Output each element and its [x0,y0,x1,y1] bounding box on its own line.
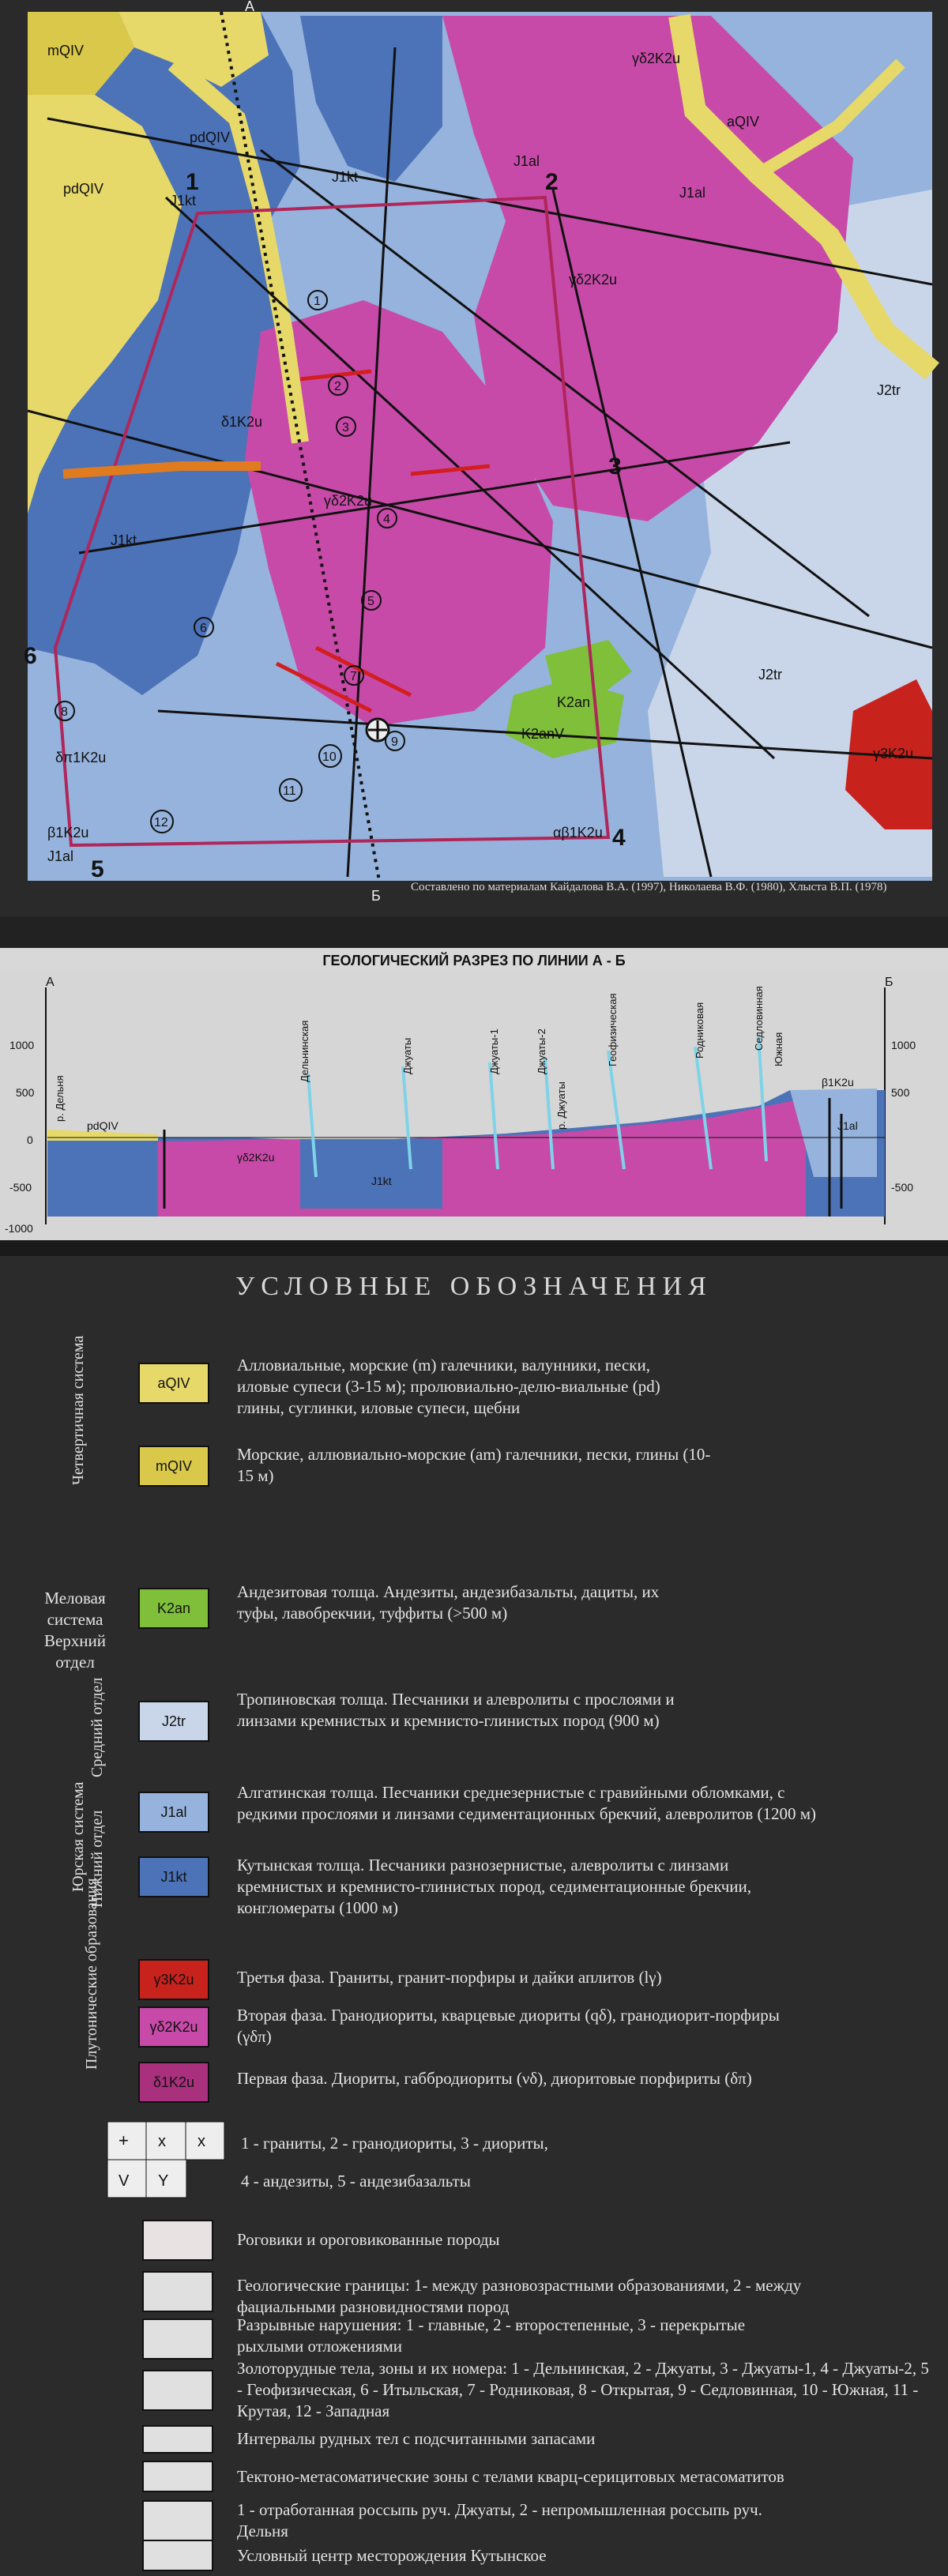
center-icon [142,2540,213,2571]
svg-text:Родниковая: Родниковая [694,1002,705,1059]
svg-text:11: 11 [283,784,296,798]
svg-text:x: x [198,2133,205,2150]
corner-point-label: 3 [608,453,622,479]
legend-text: 1 - граниты, 2 - гранодиориты, 3 - диориты, [241,2134,548,2153]
legend-text: Роговики и ороговикованные породы [237,2230,500,2249]
swatch-J1al: J1al [138,1792,209,1833]
svg-text:-500: -500 [9,1181,32,1194]
svg-text:Джуаты-1: Джуаты-1 [488,1029,500,1074]
fault-icon [142,2318,213,2360]
corner-point-label: 1 [186,169,199,195]
interval-icon [142,2425,213,2454]
map-label: J2tr [877,382,901,398]
swatch-K2an: K2an [138,1588,209,1629]
svg-text:Y: Y [158,2172,169,2190]
boundary-icon [142,2271,213,2312]
svg-text:2: 2 [334,380,341,393]
swatch-J1kt: J1kt [138,1856,209,1897]
section-left-end: А [46,976,55,989]
svg-text:6: 6 [200,622,207,635]
legend-text: 1 - отработанная россыпь руч. Джуаты, 2 - непромышленная россыпь руч. Дельня [237,2500,762,2540]
legend-text: Тектоно-метасоматические зоны с телами кварц-серицитовых метасоматитов [237,2467,784,2486]
ore-body-icon [142,2370,213,2411]
svg-text:9: 9 [391,735,398,749]
group-quaternary: Четвертичная система [70,1335,87,1485]
section-end-label: Б [371,888,381,904]
svg-text:Геофизическая: Геофизическая [607,993,619,1066]
map-label: J1al [679,185,706,201]
svg-text:500: 500 [16,1086,35,1099]
legend-text: Третья фаза. Граниты, гранит-порфиры и дайки аплитов (lγ) [237,1968,662,1987]
svg-text:V: V [118,2172,130,2190]
svg-text:+: + [118,2130,129,2150]
svg-text:1000: 1000 [9,1039,35,1051]
swatch-J2tr: J2tr [138,1701,209,1742]
svg-text:Дельнинская: Дельнинская [299,1020,310,1082]
map-label: J2tr [758,667,783,683]
map-label: J1kt [170,193,197,209]
cross-section [0,916,948,1240]
map-label: mQIV [47,43,85,58]
legend-text: Геологические границы: 1- между разновозрастными образованиями, 2 - между фациальными разновидностями пород [237,2276,802,2316]
map-label: aQIV [727,114,760,130]
group-jurassic-mid: Средний отдел [88,1677,106,1777]
legend-text: Алгатинская толща. Песчаники среднезернистые с гравийными обломками, с редкими прослоями и линзами седиментационных брекчий, алевролитов (1200 м) [237,1783,817,1823]
section-canvas [0,972,948,1240]
section-label: pdQIV [87,1119,118,1132]
legend-text: Морские, аллювиально-морские (am) галечники, пески, глины (10-15 м) [237,1445,711,1485]
map-label: J1al [514,153,540,169]
svg-text:7: 7 [350,670,357,683]
section-label: β1K2u [822,1076,854,1089]
legend-text: Условный центр месторождения Кутынское [237,2546,547,2565]
legend-title: УСЛОВНЫЕ ОБОЗНАЧЕНИЯ [235,1272,713,1301]
corner-point-label: 6 [24,643,37,669]
svg-text:10: 10 [322,750,337,764]
map-label: γδ2K2u [632,51,681,66]
section-label: J1kt [371,1175,392,1187]
section-label: γδ2K2u [237,1151,275,1164]
svg-text:Джуаты: Джуаты [401,1037,413,1074]
group-jurassic-low: Нижний отдел [88,1810,106,1908]
corner-point-label: 2 [545,169,559,195]
section-title: ГЕОЛОГИЧЕСКИЙ РАЗРЕЗ ПО ЛИНИИ А - Б [0,948,948,974]
legend-text: Первая фаза. Диориты, габбродиориты (νδ), диоритовые порфириты (δπ) [237,2069,752,2088]
legend-text: Андезитовая толща. Андезиты, андезибазальты, дациты, их туфы, лавобрекчии, туффиты (>500 м) [237,1582,660,1623]
svg-text:8: 8 [61,705,68,719]
swatch-mQ: mQIV [138,1446,209,1487]
svg-text:р. Дельня: р. Дельня [54,1075,66,1122]
legend [0,1256,948,2576]
map-label: γ3K2u [873,746,914,762]
svg-text:1: 1 [314,295,321,308]
svg-text:р. Джуаты: р. Джуаты [555,1081,567,1130]
group-plutonic: Плутонические образования [83,1878,100,2070]
legend-text: Алловиальные, морские (m) галечники, валунники, пески, иловые супеси (3-15 м); пролювиально-делю-виальные (pd) глины, суглинки, иловые супеси, щебни [237,1356,660,1417]
svg-text:12: 12 [154,816,168,829]
svg-text:5: 5 [367,595,374,608]
svg-text:Седловинная: Седловинная [753,986,765,1051]
swatch-delta1: δ1K2u [138,2062,209,2103]
group-cretaceous: Меловая система Верхний отдел [43,1589,107,1672]
map-label: γδ2K2u [569,272,618,288]
map-label: K2anV [521,726,565,742]
swatch-gd2: γδ2K2u [138,2006,209,2048]
map-label: pdQIV [63,181,104,197]
svg-text:-1000: -1000 [5,1222,33,1235]
placer-icon [142,2500,213,2541]
legend-text: Тропиновская толща. Песчаники и алевролиты с прослоями и линзами кремнистых и кремнисто-глинистых пород (900 м) [237,1690,675,1730]
swatch-aQ: aQIV [138,1363,209,1404]
map-label: δπ1K2u [55,750,107,765]
legend-text: 4 - андезиты, 5 - андезибазальты [241,2172,471,2191]
map-label: pdQIV [190,130,231,145]
map-label: J1kt [111,532,137,548]
svg-text:x: x [158,2133,166,2150]
svg-text:4: 4 [383,513,390,526]
map-label: K2an [557,694,591,710]
svg-text:0: 0 [27,1134,33,1146]
svg-text:Южная: Южная [773,1032,784,1066]
svg-text:-500: -500 [891,1181,914,1194]
legend-text: Вторая фаза. Гранодиориты, кварцевые диориты (qδ), гранодиорит-порфиры (γδπ) [237,2006,780,2046]
legend-text: Интервалы рудных тел с подсчитанными запасами [237,2429,596,2448]
map-label: αβ1K2u [553,825,603,840]
map-label: δ1K2u [221,414,263,430]
legend-text: Разрывные нарушения: 1 - главные, 2 - второстепенные, 3 - перекрытые рыхлыми отложениями [237,2315,746,2356]
map-label: J1al [47,848,74,864]
svg-text:1000: 1000 [891,1039,916,1051]
group-jurassic: Юрская система [70,1781,87,1892]
section-label: J1al [837,1119,858,1132]
corner-point-label: 4 [612,825,626,851]
map-credit: Составлено по материалам Кайдалова В.А. (1997), Николаева В.Ф. (1980), Хлыста В.П. (1978) [411,881,887,893]
swatch-gamma3: γ3K2u [138,1959,209,2000]
legend-text: Золоторудные тела, зоны и их номера: 1 - Дельнинская, 2 - Джуаты, 3 - Джуаты-1, 4 - Джуаты-2, 5 - Геофизическая, 6 - Итыльская, 7 - Родниковая, 8 - Открытая, 9 - Седловинная, 10 - Южная, 11 - Крутая, 12 - Западная [237,2359,929,2420]
geological-map [0,0,948,916]
map-label: γδ2K2u [324,493,373,509]
svg-text:500: 500 [891,1086,910,1099]
metasomatic-icon [142,2461,213,2492]
map-canvas [0,0,948,916]
svg-text:3: 3 [342,421,349,434]
corner-point-label: 5 [91,856,104,882]
rock-symbols-icon [107,2121,225,2200]
svg-text:Джуаты-2: Джуаты-2 [536,1029,547,1074]
map-label: β1K2u [47,825,89,840]
section-start-label: А [245,0,255,14]
map-label: J1kt [332,169,359,185]
legend-text: Кутынская толща. Песчаники разнозернистые, алевролиты с линзами кремнистых и кремнисто-глинистых пород, седиментационные брекчии, конгломераты (1000 м) [237,1856,752,1917]
hornfels-icon [142,2220,213,2261]
section-right-end: Б [885,976,893,989]
